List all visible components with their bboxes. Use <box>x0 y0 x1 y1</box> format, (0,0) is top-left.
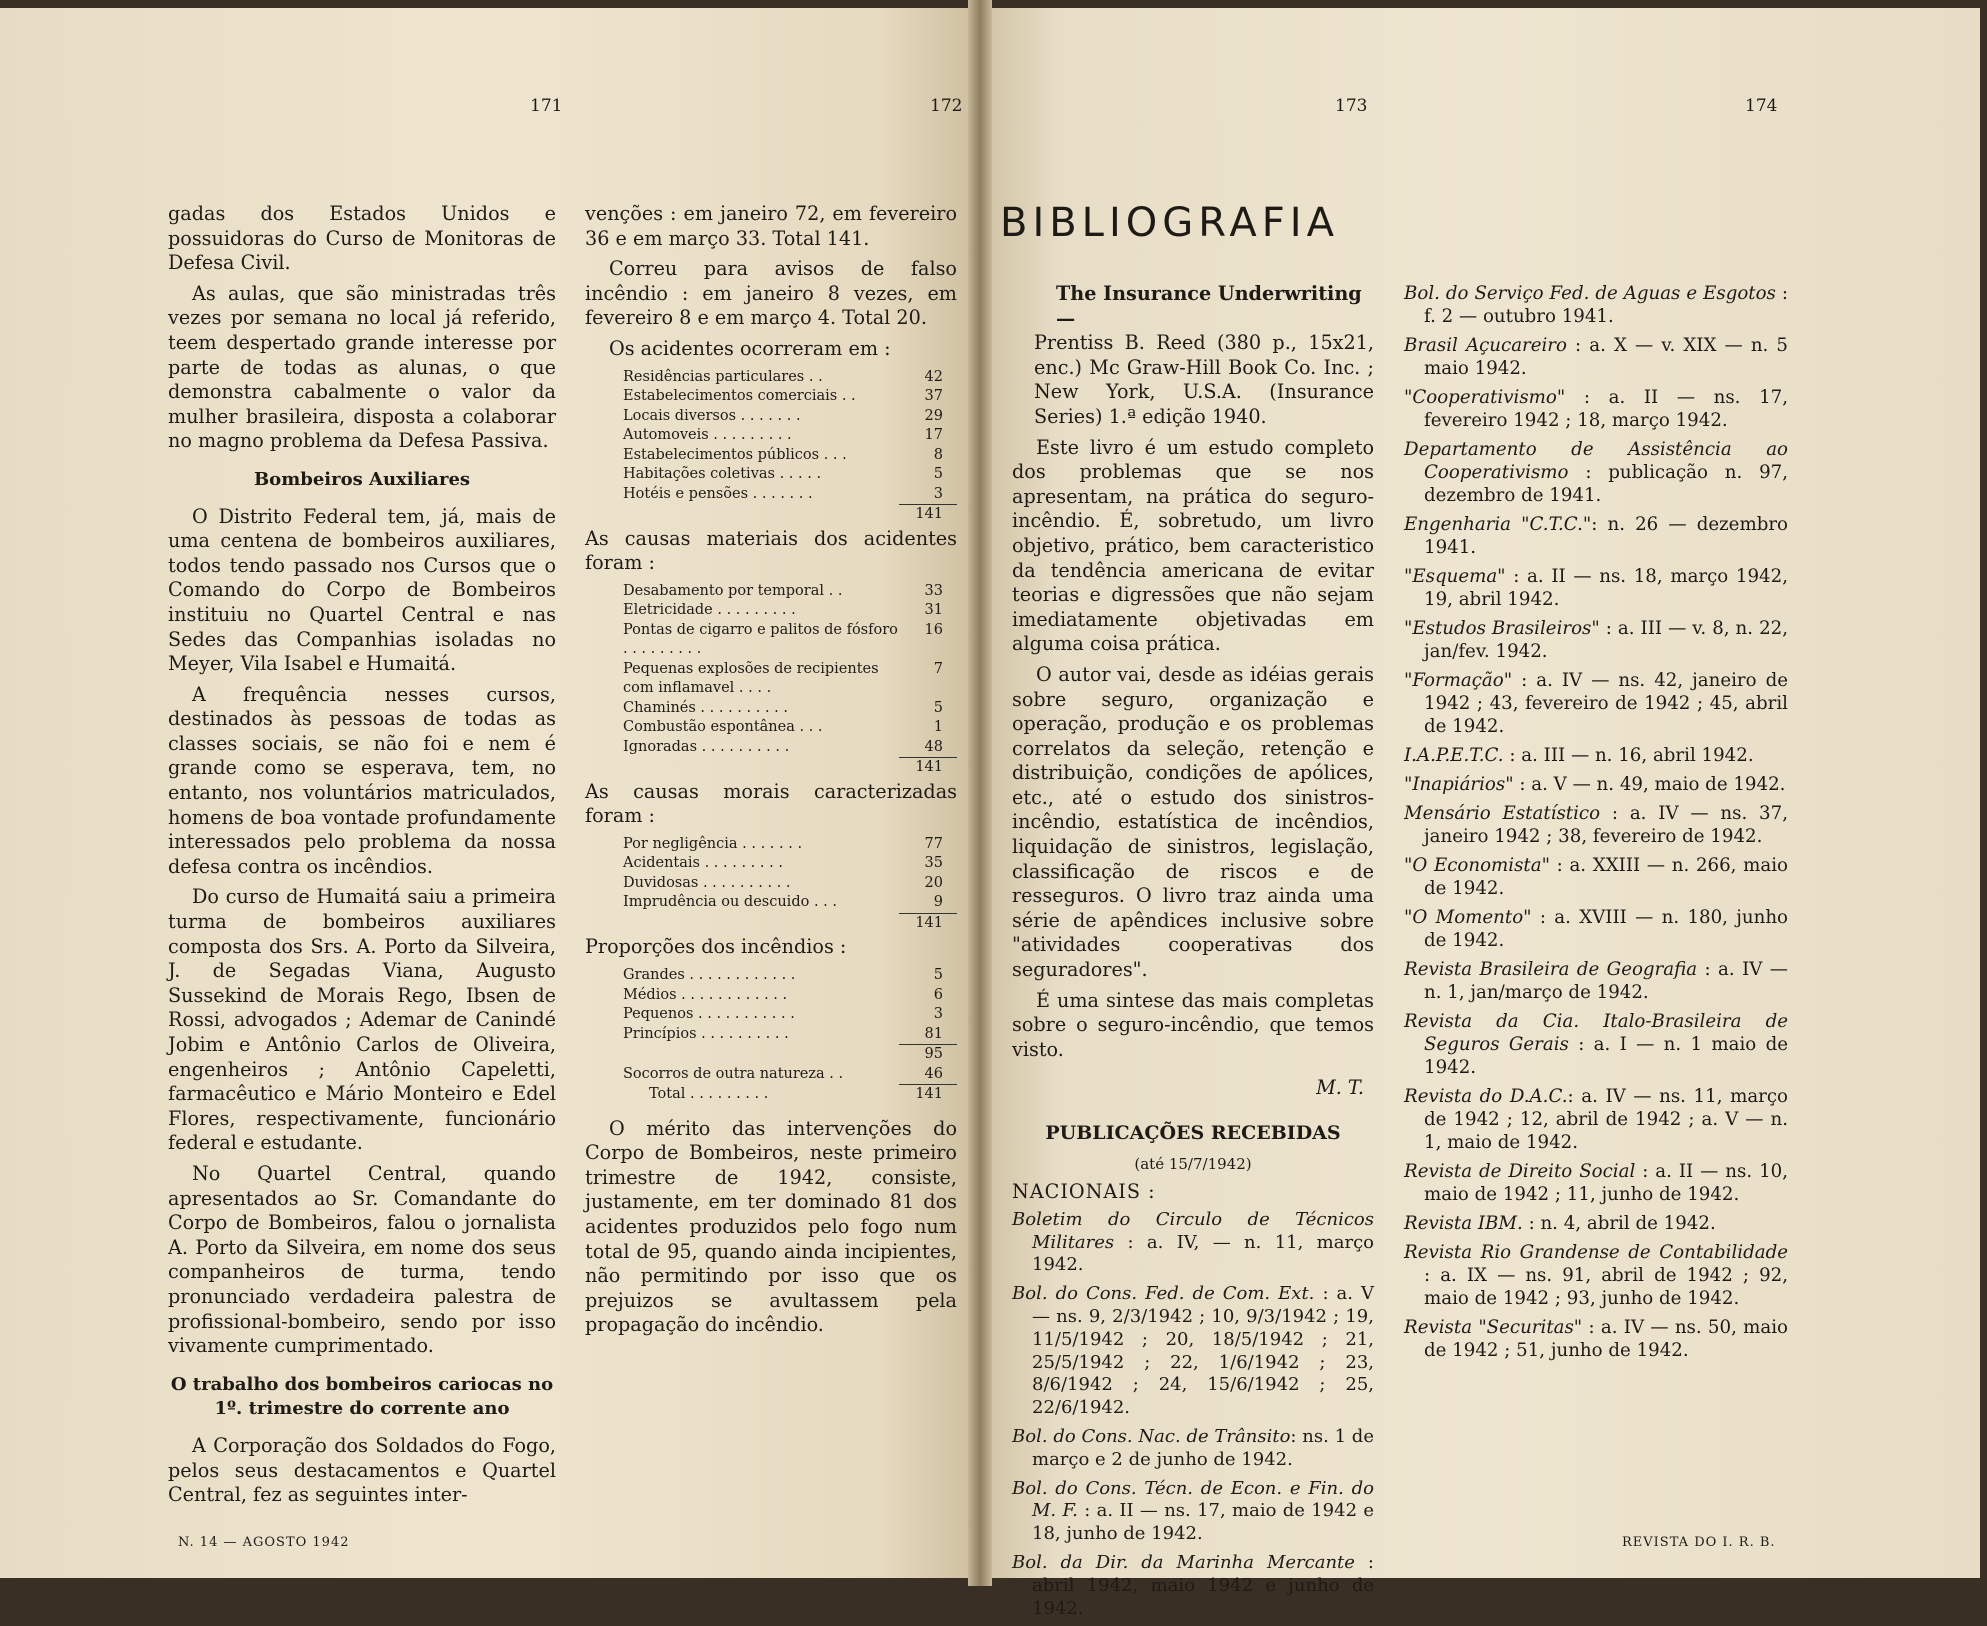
list-item: Bol. do Serviço Fed. de Aguas e Esgotos : f. 2 — outubro 1941. <box>1404 283 1788 327</box>
paragraph: Do curso de Humaitá saiu a primeira turma de bombeiros auxiliares composta dos Srs. A. Porto da Silveira, J. de Segadas Viana, Augusto Sussekind de Morais Rego, Ibsen de Rossi, advogados ; Ademar de Canindé Jobim e Antônio Carlos de Oliveira, engenheiros ; Antônio Capeletti, farmacêutico e Mário Monteiro e Edel Flores, respectivamente, funcionário federal e estudante. <box>168 885 556 1155</box>
page-number-173: 173 <box>1335 96 1368 116</box>
list-item: I.A.P.E.T.C. : a. III — n. 16, abril 1942. <box>1404 745 1754 766</box>
subsection-heading: NACIONAIS : <box>1012 1180 1156 1204</box>
list-item: "Inapiários" : a. V — n. 49, maio de 1942. <box>1404 774 1786 795</box>
fire-proportions-table <box>585 966 957 1105</box>
list-item: Bol. do Cons. Técn. de Econ. e Fin. do M. F. : a. II — ns. 17, maio de 1942 e 18, junho de 1942. <box>1012 1477 1375 1545</box>
list-item: Revista Rio Grandense de Contabilidade : a. IX — ns. 91, abril de 1942 ; 92, maio de 1942 ; 93, junho de 1942. <box>1404 1242 1788 1309</box>
table-heading: Os acidentes ocorreram em : <box>609 336 891 360</box>
table-heading: As causas materiais dos acidentes foram : <box>585 526 957 575</box>
table-total-row: 141 <box>585 505 957 525</box>
paragraph: gadas dos Estados Unidos e possuidoras do Curso de Monitoras de Defesa Civil. <box>168 202 556 275</box>
column-1 <box>168 202 556 1514</box>
table-heading: Proporções dos incêndios : <box>585 935 847 959</box>
book-gutter <box>968 0 992 1586</box>
paragraph: A Corporação dos Soldados do Fogo, pelos seus destacamentos e Quartel Central, fez as seguintes inter- <box>168 1433 556 1507</box>
list-item: "Esquema" : a. II — ns. 18, março 1942, 19, abril 1942. <box>1404 566 1788 610</box>
paragraph: Este livro é um estudo completo dos problemas que se nos apresentam, na prática do seguro-incêndio. É, sobretudo, um livro objetivo, prático, bem caracteristico da tendência americana de evitar teorias e digressões que não sejam imediatamente objetivadas em alguma coisa prática. <box>1012 435 1374 656</box>
list-item: "O Economista" : a. XXIII — n. 266, maio de 1942. <box>1404 855 1788 899</box>
table-row: Por negligência . . . . . . . 77 <box>623 835 943 852</box>
moral-causes-table <box>585 835 957 934</box>
list-item: "O Momento" : a. XVIII — n. 180, junho de 1942. <box>1404 907 1788 951</box>
table-row: Habitações coletivas . . . . . 5 <box>623 466 943 483</box>
table-total-row: 141 <box>585 758 957 778</box>
footer-issue: N. 14 — AGOSTO 1942 <box>178 1535 350 1550</box>
paragraph: As aulas, que são ministradas três vezes por semana no local já referido, teem despertado grande interesse por parte de todas as alunas, o que demonstra cabalmente o valor da mulher brasileira, disposta a colaborar no magno problema da Defesa Passiva. <box>168 281 556 453</box>
material-causes-table <box>585 582 957 778</box>
book-reference: Prentiss B. Reed (380 p., 15x21, enc.) Mc Graw-Hill Book Co. Inc. ; New York, U.S.A. (Insurance Series) 1.ª edição 1940. <box>1034 331 1374 428</box>
table-row: Eletricidade . . . . . . . . . 31 <box>623 602 943 619</box>
list-item: Bol. do Cons. Fed. de Com. Ext. : a. V — ns. 9, 2/3/1942 ; 10, 9/3/1942 ; 19, 11/5/1942 ; 20, 18/5/1942 ; 21, 25/5/1942 ; 22, 1/6/1942 ; 23, 8/6/1942 ; 24, 15/6/1942 ; 25, 22/6/1942. <box>1012 1283 1374 1419</box>
table-row: Combustão espontânea . . . 1 <box>623 719 943 736</box>
list-item: Revista IBM. : n. 4, abril de 1942. <box>1404 1213 1716 1234</box>
page-number-174: 174 <box>1745 96 1778 116</box>
table-row: Pequenos . . . . . . . . . . . 3 <box>623 1006 943 1023</box>
table-row: Imprudência ou descuido . . . 9 <box>623 894 943 911</box>
table-row: Princípios . . . . . . . . . . 81 <box>623 1025 943 1042</box>
footer-journal: REVISTA DO I. R. B. <box>1622 1535 1776 1550</box>
table-row: Chaminés . . . . . . . . . . 5 <box>623 699 943 716</box>
list-item: Revista da Cia. Italo-Brasileira de Seguros Gerais : a. I — n. 1 maio de 1942. <box>1404 1011 1788 1078</box>
table-total-row: Total . . . . . . . . . 141 <box>585 1085 957 1105</box>
table-row: Grandes . . . . . . . . . . . . 5 <box>623 967 943 984</box>
page-number-172: 172 <box>930 96 963 116</box>
paragraph: A frequência nesses cursos, destinados às pessoas de todas as classes sociais, se não foi e nem é grande como se esperava, tem, no entanto, nos voluntários matriculados, homens de boa vontade profundamente interessados pelo problema da nossa defesa contra os incêndios. <box>168 682 556 878</box>
signature: M. T. <box>1316 1076 1364 1100</box>
table-row: Hotéis e pensões . . . . . . . 3 <box>623 485 943 502</box>
list-item: Bol. do Cons. Nac. de Trânsito: ns. 1 de março e 2 de junho de 1942. <box>1012 1425 1374 1470</box>
table-row: Ignoradas . . . . . . . . . . 48 <box>623 738 943 755</box>
table-row: Estabelecimentos comerciais . . 37 <box>623 388 943 405</box>
section-heading: O trabalho dos bombeiros cariocas no 1º. trimestre do corrente ano <box>170 1373 554 1420</box>
list-item: Revista do D.A.C.: a. IV — ns. 11, março de 1942 ; 12, abril de 1942 ; a. V — n. 1, maio de 1942. <box>1404 1086 1788 1153</box>
column-2 <box>585 202 957 1344</box>
paragraph: Correu para avisos de falso incêndio : em janeiro 8 vezes, em fevereiro 8 e em março 4. Total 20. <box>585 257 957 330</box>
list-item: "Estudos Brasileiros" : a. III — v. 8, n. 22, jan/fev. 1942. <box>1404 618 1788 662</box>
list-item: Brasil Açucareiro : a. X — v. XIX — n. 5 maio 1942. <box>1404 335 1788 379</box>
table-row: Médios . . . . . . . . . . . . 6 <box>623 986 943 1003</box>
list-item: Revista "Securitas" : a. IV — ns. 50, maio de 1942 ; 51, junho de 1942. <box>1404 1317 1788 1361</box>
section-heading: PUBLICAÇÕES RECEBIDAS <box>1045 1122 1341 1144</box>
list-item: Revista Brasileira de Geografia : a. IV — n. 1, jan/março de 1942. <box>1404 959 1788 1003</box>
paragraph: O mérito das intervenções do Corpo de Bombeiros, neste primeiro trimestre de 1942, consiste, justamente, em ter dominado 81 dos acidentes produzidos pelo fogo num total de 95, quando ainda incipientes, não permitindo por isso que os prejuizos se avultassem pela propagação do incêndio. <box>585 1116 957 1337</box>
table-row: Locais diversos . . . . . . . 29 <box>623 407 943 424</box>
column-4 <box>1404 282 1788 1368</box>
table-row: Desabamento por temporal . . 33 <box>623 582 943 599</box>
table-row: Pontas de cigarro e palitos de fósforo . . . . . . . . . 16 <box>623 621 943 658</box>
section-heading: Bombeiros Auxiliares <box>253 468 471 490</box>
list-item: Departamento de Assistência ao Cooperativismo : publicação n. 97, dezembro de 1941. <box>1404 439 1788 506</box>
list-item: Engenharia "C.T.C.": n. 26 — dezembro 1941. <box>1404 514 1788 558</box>
paragraph: É uma sintese das mais completas sobre o seguro-incêndio, que temos visto. <box>1012 988 1374 1061</box>
publication-date: (até 15/7/1942) <box>1134 1154 1252 1173</box>
table-row: Automoveis . . . . . . . . . 17 <box>623 427 943 444</box>
table-row: Acidentais . . . . . . . . . 35 <box>623 855 943 872</box>
section-title: BIBLIOGRAFIA <box>1000 200 1339 246</box>
list-item: Mensário Estatístico : a. IV — ns. 37, janeiro 1942 ; 38, fevereiro de 1942. <box>1404 803 1788 847</box>
paragraph: No Quartel Central, quando apresentados ao Sr. Comandante do Corpo de Bombeiros, falou o jornalista A. Porto da Silveira, em nome dos seus companheiros de turma, tendo pronunciado verdadeira palestra de profissional-bombeiro, sendo por isso vivamente cumprimentado. <box>168 1161 556 1358</box>
paragraph: O autor vai, desde as idéias gerais sobre seguro, organização e operação, produção e os problemas correlatos da seleção, retenção e distribuição, condições de apólices, etc., até o estudo dos sinistros-incêndio, estatística de incêndios, liquidação de sinistros, legislação, classificação de riscos e de resseguros. O livro traz ainda uma série de apêndices inclusive sobre "atividades cooperativas dos seguradores". <box>1012 662 1374 982</box>
paragraph: venções : em janeiro 72, em fevereiro 36 e em março 33. Total 141. <box>585 202 957 250</box>
table-row: Estabelecimentos públicos . . . 8 <box>623 446 943 463</box>
list-item: Boletim do Circulo de Técnicos Militares : a. IV, — n. 11, março 1942. <box>1012 1208 1374 1276</box>
book-title: The Insurance Underwriting — <box>1056 282 1362 330</box>
table-row: Socorros de outra natureza . . 46 <box>623 1065 943 1082</box>
list-item: Bol. da Dir. da Marinha Mercante : abril 1942, maio 1942 e junho de 1942. <box>1012 1551 1374 1619</box>
accidents-table <box>585 368 957 525</box>
table-subtotal-row: 95 <box>585 1045 957 1065</box>
paragraph: O Distrito Federal tem, já, mais de uma centena de bombeiros auxiliares, todos tendo passado nos Cursos que o Comando do Corpo de Bombeiros instituiu no Quartel Central e nas Sedes das Companhias isoladas no Meyer, Vila Isabel e Humaitá. <box>168 504 556 676</box>
list-item: "Cooperativismo" : a. II — ns. 17, fevereiro 1942 ; 18, março 1942. <box>1404 387 1788 431</box>
column-3 <box>1012 282 1374 1626</box>
table-heading: As causas morais caracterizadas foram : <box>585 779 957 828</box>
table-row: Duvidosas . . . . . . . . . . 20 <box>623 874 943 891</box>
table-row: Residências particulares . . 42 <box>623 368 943 385</box>
table-row: Pequenas explosões de recipientes com inflamavel . . . . 7 <box>623 660 943 697</box>
page-number-171: 171 <box>530 96 563 116</box>
table-total-row: 141 <box>585 913 957 933</box>
list-item: Revista de Direito Social : a. II — ns. 10, maio de 1942 ; 11, junho de 1942. <box>1404 1161 1788 1205</box>
list-item: "Formação" : a. IV — ns. 42, janeiro de 1942 ; 43, fevereiro de 1942 ; 45, abril de 1942. <box>1404 670 1788 737</box>
